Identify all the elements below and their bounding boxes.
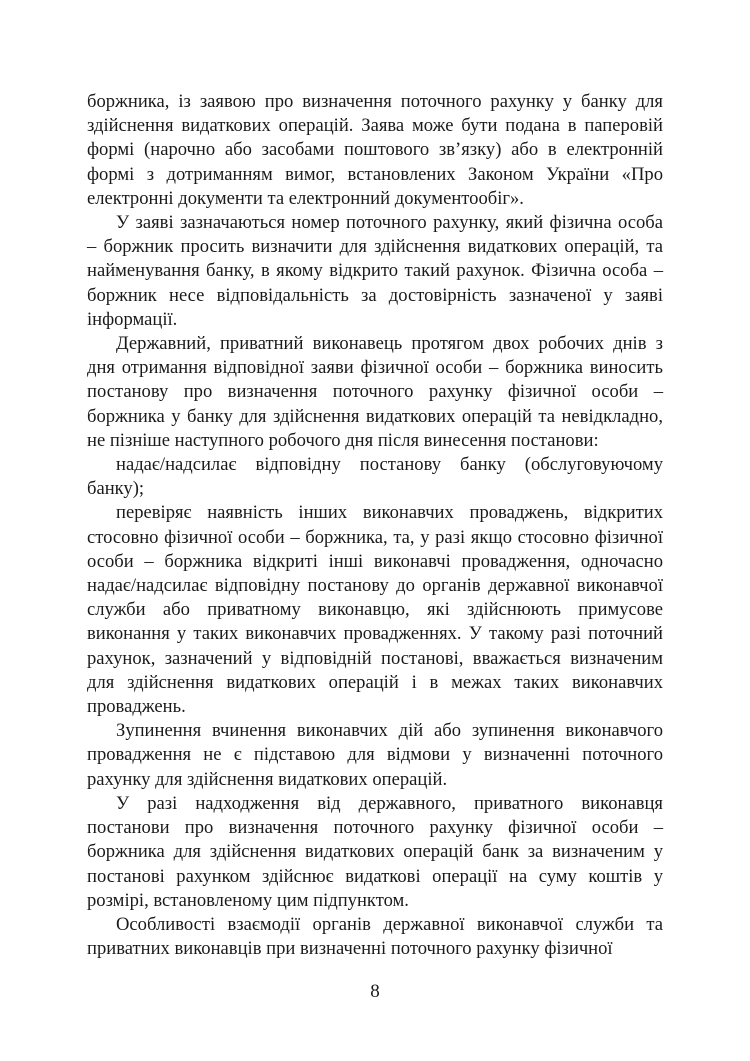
paragraph: У заяві зазначаються номер поточного рахунку, який фізична особа – боржник просить визначити для здійснення видаткових операцій, та найменування банку, в якому відкрито такий рахунок. Фізична особа – боржник несе відповідальність за достовірність зазначеної у заяві інформації.	[87, 212, 663, 330]
list-item: надає/надсилає відповідну постанову банку (обслуговуючому банку);	[87, 454, 663, 500]
paragraph: Державний, приватний виконавець протягом двох робочих днів з дня отримання відповідної заяви фізичної особи – боржника виносить постанову про визначення поточного рахунку фізичної особи – боржника у банку для здійснення видаткових операцій та невідкладно, не пізніше наступного робочого дня після винесення постанови:	[87, 333, 663, 451]
list-item: перевіряє наявність інших виконавчих проваджень, відкритих стосовно фізичної особи – боржника, та, у разі якщо стосовно фізичної особи – боржника відкриті інші виконавчі провадження, одночасно надає/надсилає відповідну постанову до органів державної виконавчої служби або приватному виконавцю, які здійснюють примусове виконання у таких виконавчих провадженнях. У такому разі поточний рахунок, зазначений у відповідній постанові, вважається визначеним для здійснення видаткових операцій і в межах таких виконавчих проваджень.	[87, 502, 663, 718]
paragraph: У разі надходження від державного, приватного виконавця постанови про визначення поточного рахунку фізичної особи – боржника для здійснення видаткових операцій банк за визначеним у постанові рахунком здійснює видаткові операції на суму коштів у розмірі, встановленому цим підпунктом.	[87, 792, 663, 911]
body-text	[87, 90, 663, 961]
paragraph-continuation: боржника, із заявою про визначення поточного рахунку у банку для здійснення видаткових операцій. Заява може бути подана в паперовій формі (нарочно або засобами поштового зв’язку) або в електронній формі з дотриманням вимог, встановлених Законом України «Про електронні документи та електронний документообіг».	[87, 91, 663, 209]
paragraph: Зупинення вчинення виконавчих дій або зупинення виконавчого провадження не є підставою для відмови у визначенні поточного рахунку для здійснення видаткових операцій.	[87, 720, 663, 790]
paragraph: Особливості взаємодії органів державної виконавчої служби та приватних виконавців при визначенні поточного рахунку фізичної	[87, 913, 663, 960]
page-number: 8	[370, 981, 380, 1002]
